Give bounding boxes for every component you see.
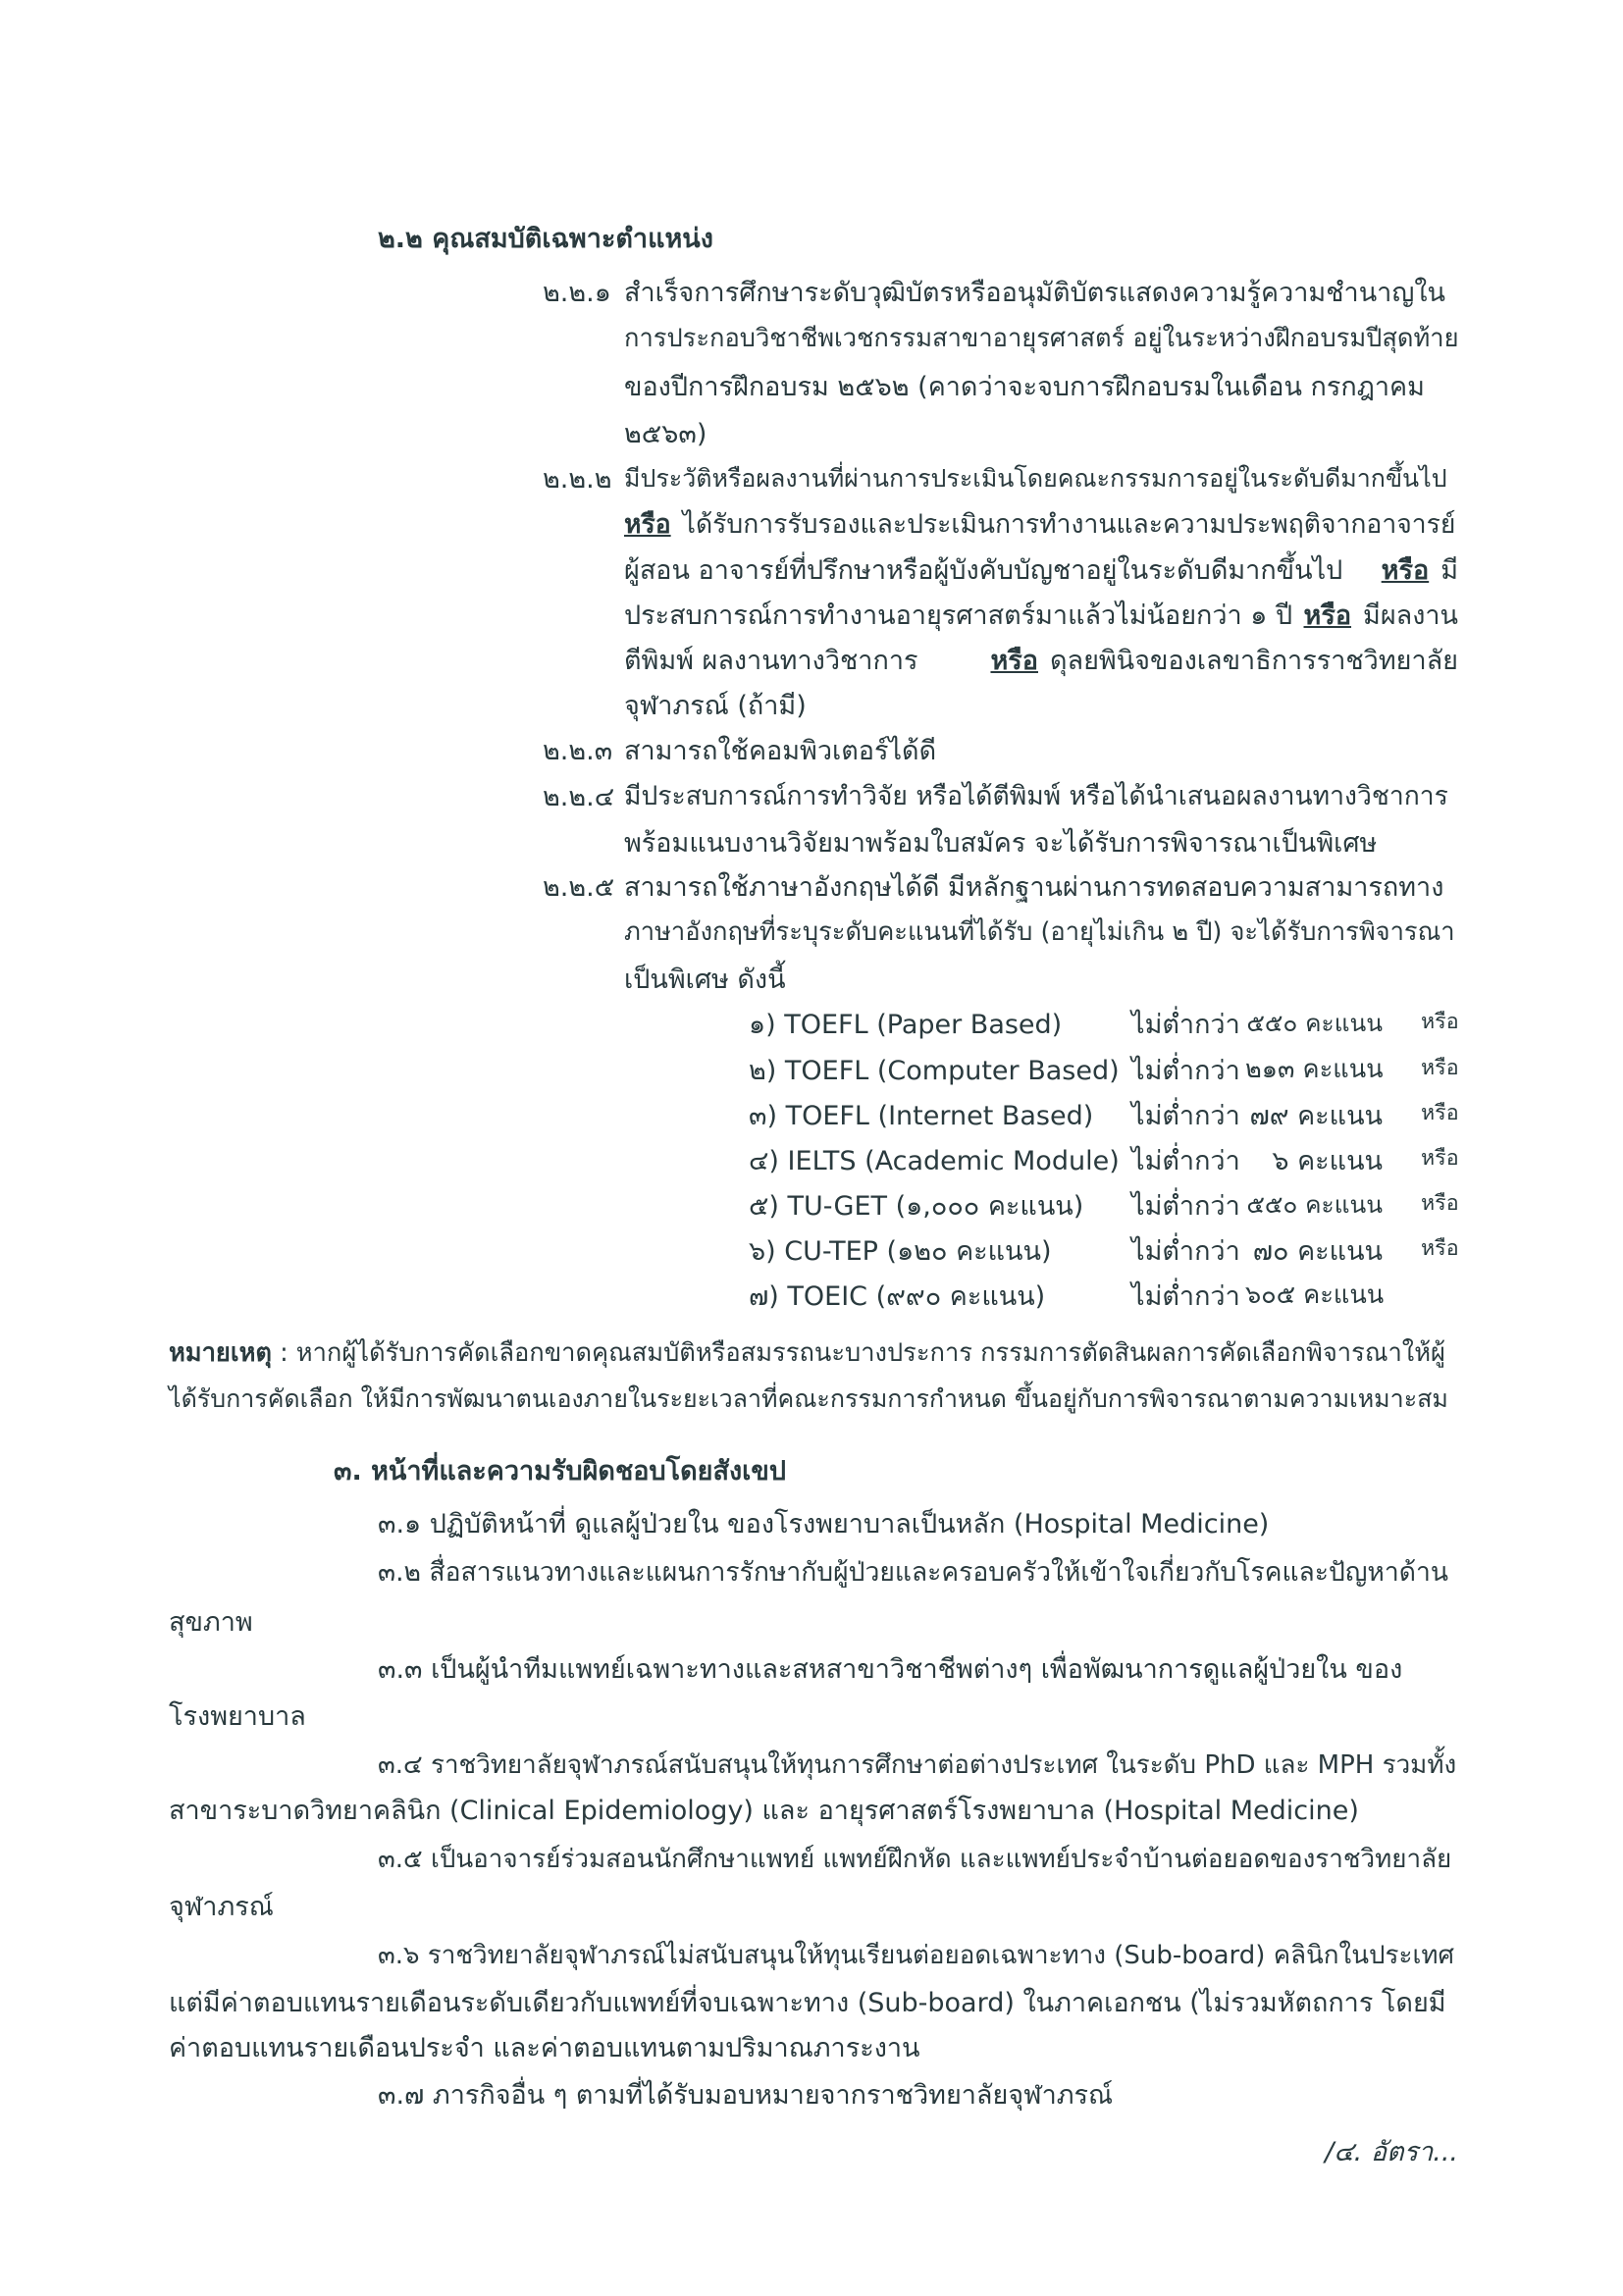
test-min-label: ไม่ต่ำกว่า (1131, 1056, 1240, 1086)
item-2-2-5-number: ๒.๒.๕ (543, 872, 615, 903)
line-text: ผู้สอน อาจารย์ที่ปรึกษาหรือผู้บังคับบัญชาอยู่ในระดับดีมากขึ้นไป (624, 555, 1343, 586)
item-2-2-2-line (624, 602, 1458, 629)
or-keyword: หรือ (990, 646, 1038, 676)
item-2-2-4-line: พร้อมแนบงานวิจัยมาพร้อมใบสมัคร จะได้รับการพิจารณาเป็นพิเศษ (624, 828, 1378, 859)
test-score: ๕๕๐ คะแนน (1246, 1009, 1383, 1037)
item-2-2-2-number: ๒.๒.๒ (543, 464, 612, 495)
item-2-2-4-line: มีประสบการณ์การทำวิจัย หรือได้ตีพิมพ์ หรือได้นำเสนอผลงานทางวิชาการ (624, 781, 1448, 811)
duty-3-1: ๓.๑ ปฏิบัติหน้าที่ ดูแลผู้ป่วยใน ของโรงพยาบาลเป็นหลัก (Hospital Medicine) (378, 1509, 1270, 1539)
test-or: หรือ (1421, 1056, 1459, 1080)
remark-line (169, 1338, 1458, 1368)
or-keyword: หรือ (624, 509, 671, 540)
duty-3-3: ๓.๓ เป็นผู้นำทีมแพทย์เฉพาะทางและสหสาขาวิชาชีพต่างๆ เพื่อพัฒนาการดูแลผู้ป่วยใน ของ (378, 1654, 1403, 1685)
line-text: ตีพิมพ์ ผลงานทางวิชาการ (624, 646, 918, 676)
test-or: หรือ (1421, 1236, 1459, 1261)
page-continuation: /๔. อัตรา... (1325, 2137, 1458, 2167)
item-2-2-4-number: ๒.๒.๔ (543, 782, 615, 812)
item-2-2-3-number: ๒.๒.๓ (543, 736, 613, 766)
test-min-label: ไม่ต่ำกว่า (1131, 1146, 1240, 1176)
item-2-2-1-line: การประกอบวิชาชีพเวชกรรมสาขาอายุรศาสตร์ อยู่ในระหว่างฝึกอบรมปีสุดท้าย (624, 324, 1459, 353)
line-text: มี (1440, 555, 1458, 586)
test-min-label: ไม่ต่ำกว่า (1131, 1281, 1240, 1312)
item-2-2-2-line: มีประวัติหรือผลงานที่ผ่านการประเมินโดยคณะกรรมการอยู่ในระดับดีมากขึ้นไป (624, 464, 1447, 493)
duty-3-6: ๓.๖ ราชวิทยาลัยจุฬาภรณ์ไม่สนับสนุนให้ทุนเรียนต่อยอดเฉพาะทาง (Sub-board) คลินิกในประเทศ (378, 1941, 1454, 1970)
section-3-heading: ๓. หน้าที่และความรับผิดชอบโดยสังเขป (334, 1456, 786, 1487)
test-min-label: ไม่ต่ำกว่า (1131, 1236, 1240, 1267)
duty-3-6-cont: ค่าตอบแทนรายเดือนประจำ และค่าตอบแทนตามปริมาณภาระงาน (169, 2033, 920, 2063)
or-keyword: หรือ (1303, 600, 1352, 631)
section-2-2-heading: ๒.๒ คุณสมบัติเฉพาะตำแหน่ง (378, 224, 713, 254)
item-2-2-5-line: เป็นพิเศษ ดังนี้ (624, 965, 786, 995)
duty-3-3-cont: โรงพยาบาล (169, 1701, 306, 1732)
test-name: ๒) TOEFL (Computer Based) (749, 1056, 1120, 1086)
item-2-2-1-line: สำเร็จการศึกษาระดับวุฒิบัตรหรืออนุมัติบัตรแสดงความรู้ความชำนาญใน (624, 278, 1445, 308)
duty-3-5-cont: จุฬาภรณ์ (169, 1892, 274, 1922)
item-2-2-1-number: ๒.๒.๑ (543, 278, 611, 308)
test-or: หรือ (1421, 1191, 1459, 1216)
test-or: หรือ (1421, 1010, 1459, 1034)
test-name: ๓) TOEFL (Internet Based) (749, 1101, 1094, 1131)
test-name: ๗) TOEIC (๙๙๐ คะแนน) (749, 1281, 1046, 1312)
test-name: ๑) TOEFL (Paper Based) (749, 1010, 1063, 1040)
item-2-2-5-line: สามารถใช้ภาษาอังกฤษได้ดี มีหลักฐานผ่านการทดสอบความสามารถทาง (624, 872, 1444, 903)
item-2-2-2-line (624, 648, 1458, 674)
test-name: ๔) IELTS (Academic Module) (749, 1146, 1120, 1176)
test-score: ๒๑๓ คะแนน (1245, 1055, 1384, 1084)
test-name: ๖) CU-TEP (๑๒๐ คะแนน) (749, 1236, 1052, 1267)
remark-line: ได้รับการคัดเลือก ให้มีการพัฒนาตนเองภายในระยะเวลาที่คณะกรรมการกำหนด ขึ้นอยู่กับการพิจารณาตามความเหมาะสม (169, 1384, 1448, 1413)
item-2-2-1-line: ของปีการฝึกอบรม ๒๕๖๒ (คาดว่าจะจบการฝึกอบรมในเดือน กรกฎาคม (624, 372, 1425, 402)
duty-3-5: ๓.๕ เป็นอาจารย์ร่วมสอนนักศึกษาแพทย์ แพทย์ฝึกหัด และแพทย์ประจำบ้านต่อยอดของราชวิทยาลัย (378, 1845, 1452, 1874)
remark-label: หมายเหตุ (169, 1338, 272, 1368)
item-2-2-2-line (624, 557, 1458, 584)
test-score: ๖๐๕ คะแนน (1245, 1280, 1385, 1310)
test-min-label: ไม่ต่ำกว่า (1131, 1191, 1240, 1222)
duty-3-7: ๓.๗ ภารกิจอื่น ๆ ตามที่ได้รับมอบหมายจากราชวิทยาลัยจุฬาภรณ์ (378, 2080, 1114, 2111)
item-2-2-2-line (624, 509, 1458, 540)
test-min-label: ไม่ต่ำกว่า (1131, 1101, 1240, 1131)
line-text: ได้รับการรับรองและประเมินการทำงานและความประพฤติจากอาจารย์ (682, 509, 1456, 540)
test-or: หรือ (1421, 1101, 1459, 1125)
test-score: ๗๙ คะแนน (1249, 1101, 1383, 1131)
or-keyword: หรือ (1381, 555, 1430, 586)
line-text: ดุลยพินิจของเลขาธิการราชวิทยาลัย (1049, 646, 1458, 676)
item-2-2-1-line: ๒๕๖๓) (624, 419, 707, 449)
test-score: ๗๐ คะแนน (1252, 1236, 1383, 1267)
item-2-2-3-line: สามารถใช้คอมพิวเตอร์ได้ดี (624, 736, 937, 766)
test-score: ๖ คะแนน (1272, 1146, 1383, 1176)
duty-3-6-cont: แต่มีค่าตอบแทนรายเดือนระดับเดียวกับแพทย์ที่จบเฉพาะทาง (Sub-board) ในภาคเอกชน (ไม่รวมหัตถการ โดยมี (169, 1988, 1446, 2018)
duty-3-4: ๓.๔ ราชวิทยาลัยจุฬาภรณ์สนับสนุนให้ทุนการศึกษาต่อต่างประเทศ ในระดับ PhD และ MPH รวมทั้ง (378, 1750, 1457, 1780)
item-2-2-2-line: จุฬาภรณ์ (ถ้ามี) (624, 691, 807, 721)
test-score: ๕๕๐ คะแนน (1246, 1190, 1383, 1219)
duty-3-4-cont: สาขาระบาดวิทยาคลินิก (Clinical Epidemiology) และ อายุรศาสตร์โรงพยาบาล (Hospital Medicine) (169, 1796, 1359, 1826)
test-min-label: ไม่ต่ำกว่า (1131, 1010, 1240, 1040)
remark-text: : หากผู้ได้รับการคัดเลือกขาดคุณสมบัติหรือสมรรถนะบางประการ กรรมการตัดสินผลการคัดเลือกพิจารณาให้ผู้ (271, 1338, 1446, 1368)
item-2-2-5-line: ภาษาอังกฤษที่ระบุระดับคะแนนที่ได้รับ (อายุไม่เกิน ๒ ปี) จะได้รับการพิจารณา (624, 917, 1455, 947)
test-name: ๕) TU-GET (๑,๐๐๐ คะแนน) (749, 1191, 1084, 1222)
test-or: หรือ (1421, 1146, 1459, 1171)
line-text: มีผลงาน (1363, 600, 1458, 631)
line-text: ประสบการณ์การทำงานอายุรศาสตร์มาแล้วไม่น้อยกว่า ๑ ปี (624, 600, 1293, 631)
duty-3-2: ๓.๒ สื่อสารแนวทางและแผนการรักษากับผู้ป่วยและครอบครัวให้เข้าใจเกี่ยวกับโรคและปัญหาด้าน (378, 1557, 1448, 1588)
duty-3-2-cont: สุขภาพ (169, 1607, 253, 1638)
